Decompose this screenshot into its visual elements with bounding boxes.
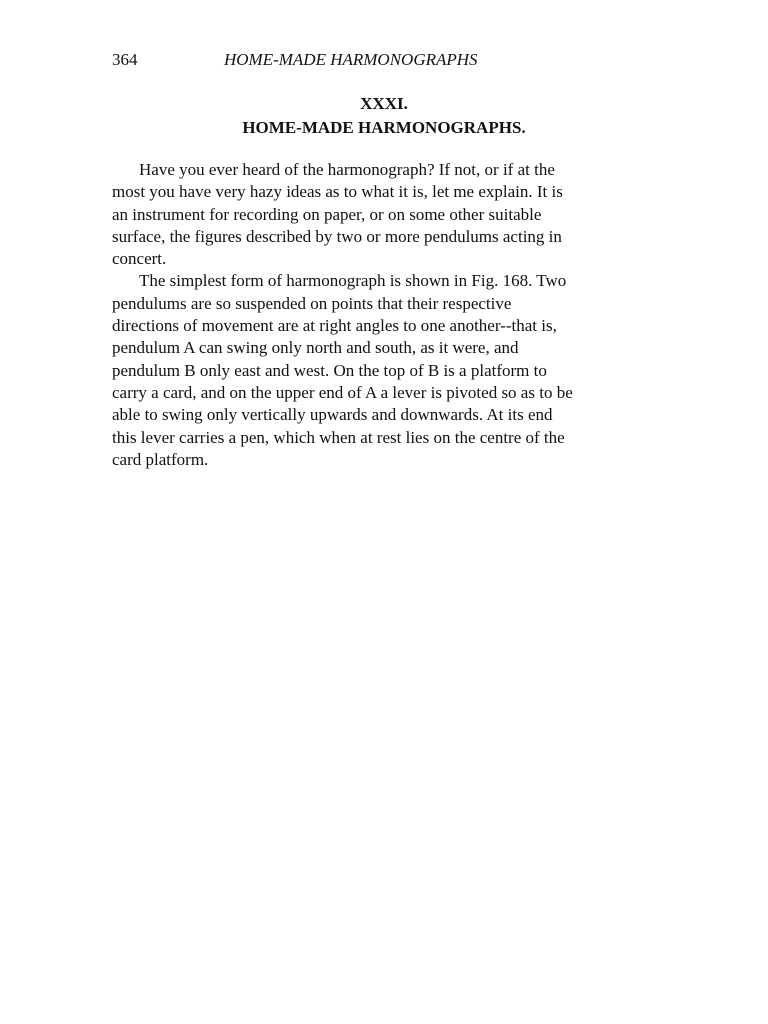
paragraph-1	[112, 159, 672, 270]
text-line: an instrument for recording on paper, or on some other suitable	[112, 204, 542, 224]
text-line: most you have very hazy ideas as to what it is, let me explain. It is	[112, 182, 563, 202]
text-line: surface, the figures described by two or more pendulums acting in	[112, 226, 562, 246]
text-line: directions of movement are at right angles to one another--that is,	[112, 316, 557, 336]
text-line: pendulum B only east and west. On the top of B is a platform to	[112, 360, 547, 380]
running-title: HOME-MADE HARMONOGRAPHS	[224, 50, 478, 69]
text-line: card platform.	[112, 449, 209, 469]
text-line: concert.	[112, 249, 167, 269]
chapter-number: XXXI.	[360, 94, 408, 113]
text-line: Have you ever heard of the harmonograph? If not, or if at the	[139, 160, 555, 179]
text-line: pendulum A can swing only north and south, as it were, and	[112, 338, 519, 358]
body-text	[112, 159, 672, 471]
text-line: able to swing only vertically upwards and downwards. At its end	[112, 405, 553, 425]
running-header	[112, 48, 672, 72]
text-line: The simplest form of harmonograph is shown in Fig. 168. Two	[139, 271, 567, 291]
chapter-title: HOME-MADE HARMONOGRAPHS.	[242, 118, 526, 137]
text-line: carry a card, and on the upper end of A a lever is pivoted so as to be	[112, 382, 573, 402]
page-number: 364	[112, 50, 138, 69]
paragraph-2	[112, 270, 672, 471]
text-line: this lever carries a pen, which when at rest lies on the centre of the	[112, 427, 565, 447]
text-line: pendulums are so suspended on points that their respective	[112, 293, 512, 313]
